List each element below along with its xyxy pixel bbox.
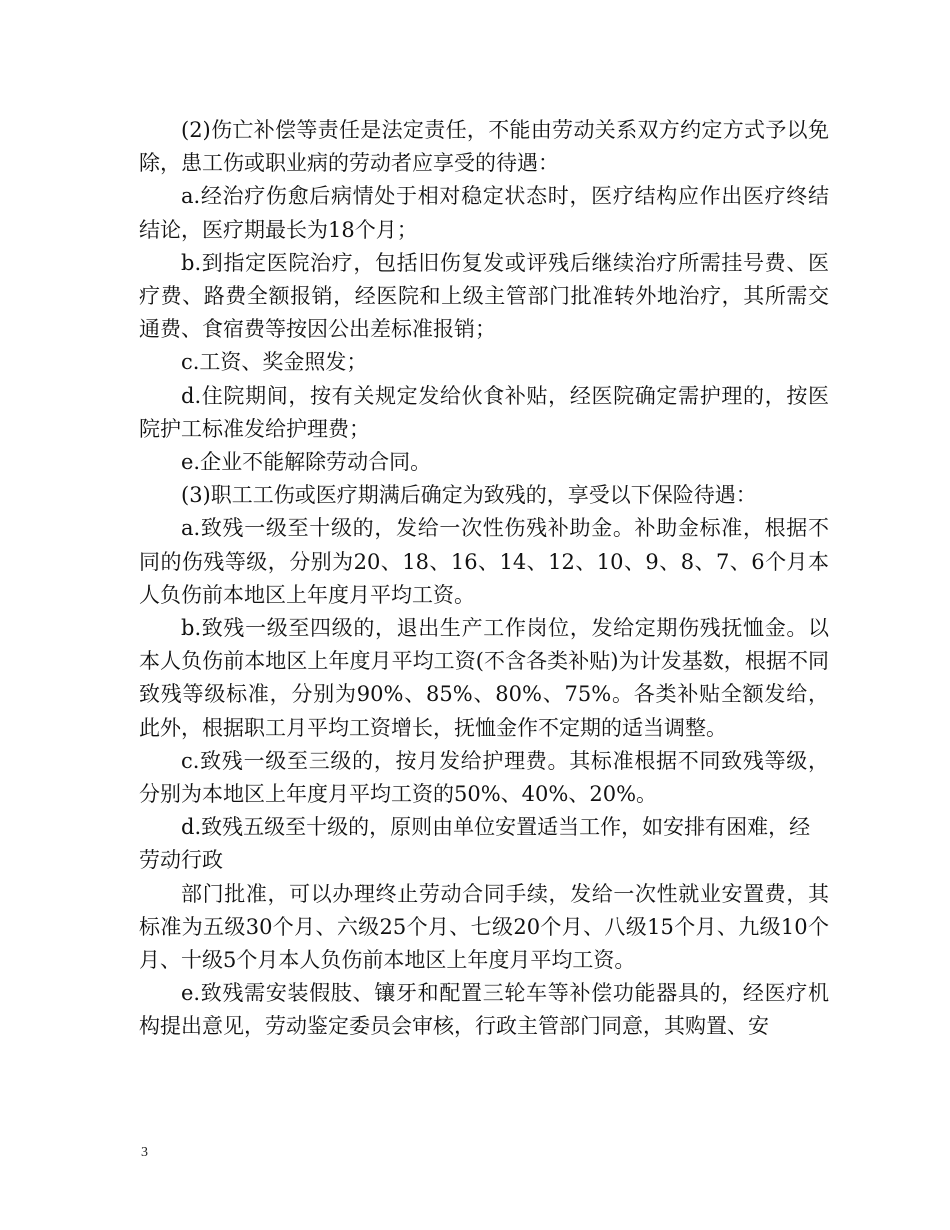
page-body xyxy=(139,114,829,1044)
paragraph-medical-expenses: b.到指定医院治疗，包括旧伤复发或评残后继续治疗所需挂号费、医疗费、路费全额报销，经医院和上级主管部门批准转外地治疗，其所需交通费、食宿费等按因公出差标准报销； xyxy=(139,250,829,342)
paragraph-treatment-period: a.经治疗伤愈后病情处于相对稳定状态时，医疗结构应作出医疗终结结论，医疗期最长为18个月； xyxy=(139,184,829,242)
paragraph-nursing-fee: c.致残一级至三级的，按月发给护理费。其标准根据不同致残等级，分别为本地区上年度月平均工资的50%、40%、20%。 xyxy=(139,748,829,807)
paragraph-job-placement: d.致残五级至十级的，原则由单位安置适当工作，如安排有困难，经劳动行政 xyxy=(139,815,811,873)
paragraph-injury-compensation-legal-duty: (2)伤亡补偿等责任是法定责任，不能由劳动关系双方约定方式予以免除，患工伤或职业病的劳动者应享受的待遇： xyxy=(139,118,829,176)
paragraph-prosthetic-devices: e.致残需安装假肢、镶牙和配置三轮车等补偿功能器具的，经医疗机构提出意见，劳动鉴定委员会审核，行政主管部门同意，其购置、安 xyxy=(139,981,829,1039)
paragraph-periodic-pension: b.致残一级至四级的，退出生产工作岗位，发给定期伤残抚恤金。以本人负伤前本地区上年度月平均工资(不含各类补贴)为计发基数，根据不同致残等级标准，分别为90%、85%、80%、75%。各类补贴全额发给，此外，根据职工月平均工资增长，抚恤金作不定期的适当调整。 xyxy=(139,616,829,740)
paragraph-wages-bonus: c.工资、奖金照发； xyxy=(181,350,368,375)
paragraph-disability-benefits-heading: (3)职工工伤或医疗期满后确定为致残的，享受以下保险待遇： xyxy=(181,483,757,508)
page-number: 3 xyxy=(141,1145,148,1160)
paragraph-employment-settlement-fee: 部门批准，可以办理终止劳动合同手续，发给一次性就业安置费，其标准为五级30个月、六级25个月、七级20个月、八级15个月、九级10个月、十级5个月本人负伤前本地区上年度月平均工资。 xyxy=(139,881,829,973)
paragraph-contract-protection: e.企业不能解除劳动合同。 xyxy=(181,450,432,475)
paragraph-hospital-allowance: d.住院期间，按有关规定发给伙食补贴，经医院确定需护理的，按医院护工标准发给护理费； xyxy=(139,383,829,441)
paragraph-one-time-disability-subsidy: a.致残一级至十级的，发给一次性伤残补助金。补助金标准，根据不同的伤残等级，分别为20、18、16、14、12、10、9、8、7、6个月本人负伤前本地区上年度月平均工资。 xyxy=(139,516,829,607)
